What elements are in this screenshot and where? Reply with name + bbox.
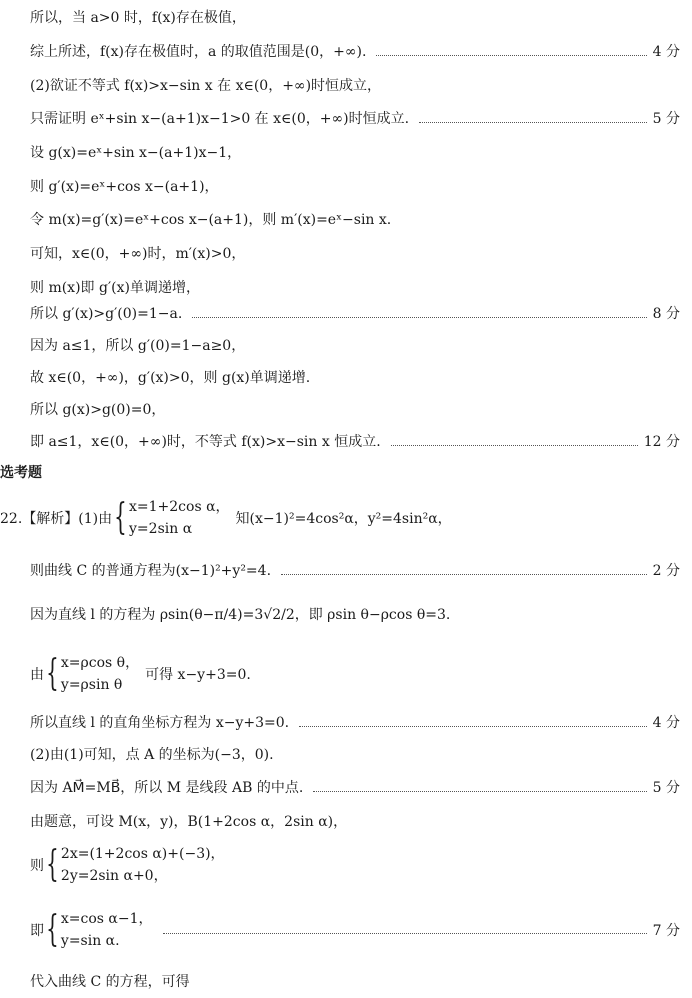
- line-substitute: 代入曲线 C 的方程，可得: [30, 974, 190, 990]
- system-row: y=sin α.: [60, 933, 120, 949]
- dot-leader: [376, 55, 646, 56]
- system-row: 2x=(1+2cos α)+(−3)，: [60, 846, 225, 862]
- line-polar: 因为直线 l 的方程为 ρsin(θ−π/4)=3√2/2，即 ρsin θ−ρcos θ=3.: [30, 607, 451, 623]
- system-row: x=cos α−1，: [60, 911, 153, 927]
- system-row: x=1+2cos α，: [129, 499, 230, 515]
- score-label: 12 分: [643, 434, 680, 450]
- line-vector: 因为 AM⃗=MB⃗，所以 M 是线段 AB 的中点. 5 分: [30, 776, 680, 800]
- system-row: y=2sin α: [129, 521, 193, 537]
- left-brace-icon: {: [46, 909, 59, 950]
- score-label: 4 分: [652, 44, 680, 60]
- dot-leader: [299, 726, 647, 727]
- line-12: 故 x∈(0，+∞)，g′(x)>0，则 g(x)单调递增.: [30, 370, 311, 386]
- line-curve: 则曲线 C 的普通方程为(x−1)²+y²=4. 2 分: [30, 559, 680, 583]
- dot-leader: [281, 574, 647, 575]
- line-3: (2)欲证不等式 f(x)>x−sin x 在 x∈(0，+∞)时恒成立，: [30, 78, 382, 94]
- line-5: 设 g(x)=eˣ+sin x−(a+1)x−1，: [30, 145, 242, 161]
- line-14: 即 a≤1，x∈(0，+∞)时，不等式 f(x)>x−sin x 恒成立. 12 分: [30, 430, 680, 454]
- system-row: x=ρcos θ，: [60, 655, 140, 671]
- line-10: 所以 g′(x)>g′(0)=1−a. 8 分: [30, 302, 680, 326]
- score-label: 2 分: [652, 563, 680, 579]
- q22-system-4: 即 { x=cos α−1， y=sin α. 7 分: [30, 909, 680, 950]
- score-label: 7 分: [652, 923, 680, 939]
- section-title: 选考题: [0, 465, 42, 481]
- line-13: 所以 g(x)>g(0)=0，: [30, 402, 166, 418]
- system-row: 2y=2sin α+0，: [60, 868, 168, 884]
- score-label: 5 分: [652, 111, 680, 127]
- line-1: 所以，当 a>0 时，f(x)存在极值，: [30, 10, 246, 26]
- line-7: 令 m(x)=g′(x)=eˣ+cos x−(a+1)，则 m′(x)=eˣ−sin x.: [30, 212, 392, 228]
- system-row: y=ρsin θ: [60, 677, 123, 693]
- line-6: 则 g′(x)=eˣ+cos x−(a+1)，: [30, 179, 219, 195]
- left-brace-icon: {: [46, 844, 59, 885]
- line-9: 则 m(x)即 g′(x)单调递增，: [30, 280, 200, 296]
- dot-leader: [192, 317, 646, 318]
- score-label: 4 分: [652, 715, 680, 731]
- line-cartesian: 所以直线 l 的直角坐标方程为 x−y+3=0. 4 分: [30, 711, 680, 735]
- line-2: 综上所述，f(x)存在极值时，a 的取值范围是(0，+∞). 4 分: [30, 40, 680, 64]
- left-brace-icon: {: [46, 653, 59, 694]
- q22-system-2: 由 { x=ρcos θ， y=ρsin θ 可得 x−y+3=0.: [30, 653, 251, 694]
- score-label: 5 分: [652, 780, 680, 796]
- line-4: 只需证明 eˣ+sin x−(a+1)x−1>0 在 x∈(0，+∞)时恒成立. 5 分: [30, 107, 680, 131]
- line-11: 因为 a≤1，所以 g′(0)=1−a≥0，: [30, 338, 246, 354]
- dot-leader: [313, 791, 646, 792]
- dot-leader: [419, 122, 647, 123]
- left-brace-icon: {: [114, 497, 127, 538]
- line-point-a: (2)由(1)可知，点 A 的坐标为(−3，0).: [30, 747, 274, 763]
- line-setup: 由题意，可设 M(x，y)，B(1+2cos α，2sin α)，: [30, 814, 348, 830]
- dot-leader: [163, 933, 647, 934]
- score-label: 8 分: [652, 306, 680, 322]
- line-8: 可知，x∈(0，+∞)时，m′(x)>0，: [30, 246, 246, 262]
- q22-system-3: 则 { 2x=(1+2cos α)+(−3)， 2y=2sin α+0，: [30, 844, 225, 885]
- q22-system-1: 22.【解析】(1)由 { x=1+2cos α， y=2sin α 知(x−1)²=4cos²α，y²=4sin²α，: [0, 497, 452, 538]
- dot-leader: [391, 445, 638, 446]
